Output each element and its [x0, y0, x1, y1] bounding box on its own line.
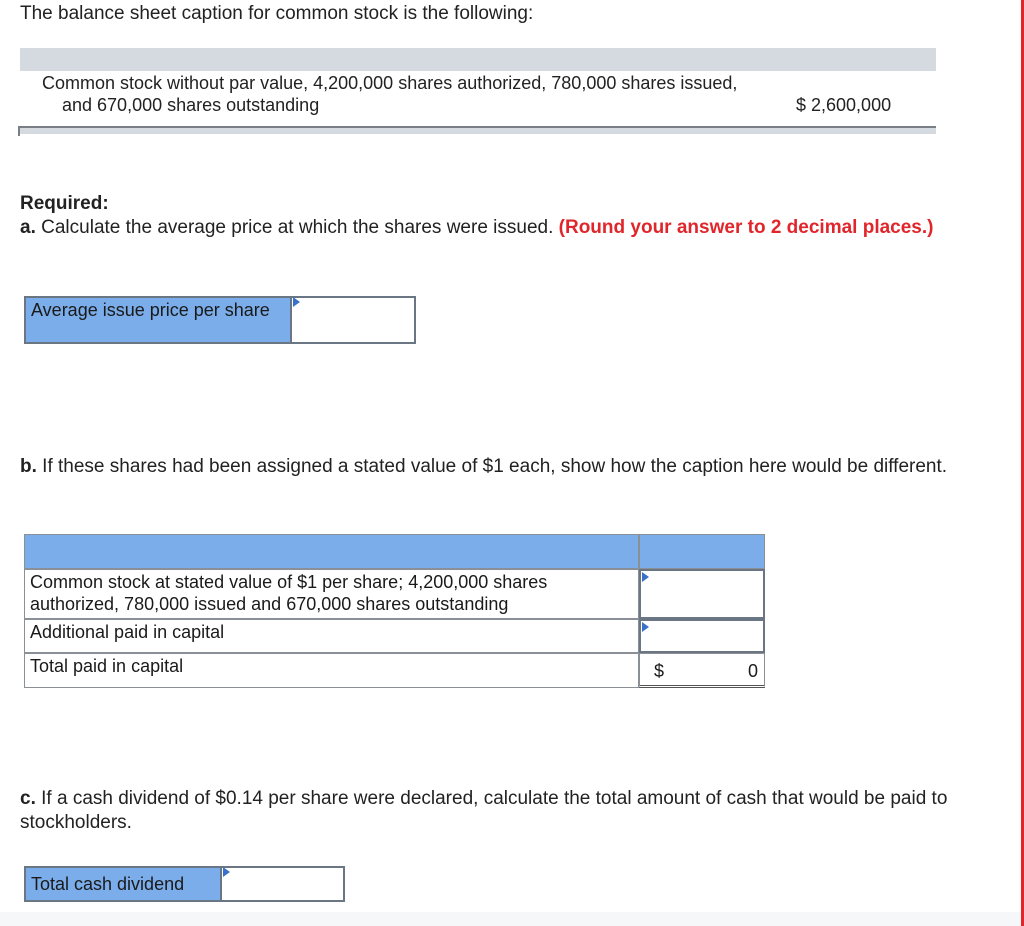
- required-heading: Required:: [20, 193, 109, 214]
- part-c-text: If a cash dividend of $0.14 per share were declared, calculate the total amount of cash that would be paid to stockholders.: [20, 788, 948, 833]
- intro-text: The balance sheet caption for common stock is the following:: [20, 3, 534, 24]
- input-marker-icon: [293, 297, 300, 307]
- part-a-question: [20, 216, 950, 240]
- total-cash-dividend-label-text: Total cash dividend: [31, 874, 185, 894]
- total-paid-in-capital-value: [639, 653, 765, 688]
- average-issue-price-label-text: Average issue price per share: [31, 300, 270, 320]
- apic-amount-input[interactable]: [639, 619, 765, 653]
- common-stock-amount-input[interactable]: [639, 569, 765, 619]
- caption-line-2: and 670,000 shares outstanding: [62, 95, 320, 115]
- stated-value-table: [24, 534, 765, 688]
- part-a-note: (Round your answer to 2 decimal places.): [558, 217, 934, 238]
- page-bottom-edge: [0, 912, 1021, 926]
- total-cash-dividend-input[interactable]: [220, 866, 345, 902]
- part-c-letter: c.: [20, 788, 36, 809]
- part-b-letter: b.: [20, 456, 37, 477]
- average-issue-price-label: [24, 296, 292, 344]
- caption-line-1: Common stock without par value, 4,200,000 shares authorized, 780,000 shares issued,: [42, 73, 738, 93]
- table-row-common-stock-label: Common stock at stated value of $1 per share; 4,200,000 shares authorized, 780,000 issued and 670,000 shares outstanding: [24, 569, 639, 619]
- table-header-right: [639, 534, 765, 569]
- input-marker-icon: [223, 867, 230, 877]
- part-a-text: Calculate the average price at which the shares were issued.: [41, 217, 554, 238]
- part-a-letter: a.: [20, 217, 36, 238]
- average-issue-price-input[interactable]: [290, 296, 416, 344]
- caption-footer-bar: [20, 126, 936, 134]
- currency-symbol: $: [654, 661, 665, 681]
- part-b-text: If these shares had been assigned a stated value of $1 each, show how the caption here would be different.: [42, 456, 948, 477]
- table-row-total-label: Total paid in capital: [24, 653, 639, 688]
- caption-header-bar: [20, 48, 936, 71]
- caption-amount: $ 2,600,000: [796, 95, 892, 115]
- part-b-question: [20, 455, 970, 479]
- caption-text: [42, 72, 802, 116]
- input-marker-icon: [642, 572, 649, 582]
- part-c-question: [20, 787, 1020, 835]
- table-header-left: [24, 534, 639, 569]
- total-cash-dividend-label: [24, 866, 222, 902]
- input-marker-icon: [642, 622, 649, 632]
- caption-footer-tick: [18, 126, 20, 136]
- table-row-apic-label: Additional paid in capital: [24, 619, 639, 653]
- total-amount: 0: [747, 661, 758, 681]
